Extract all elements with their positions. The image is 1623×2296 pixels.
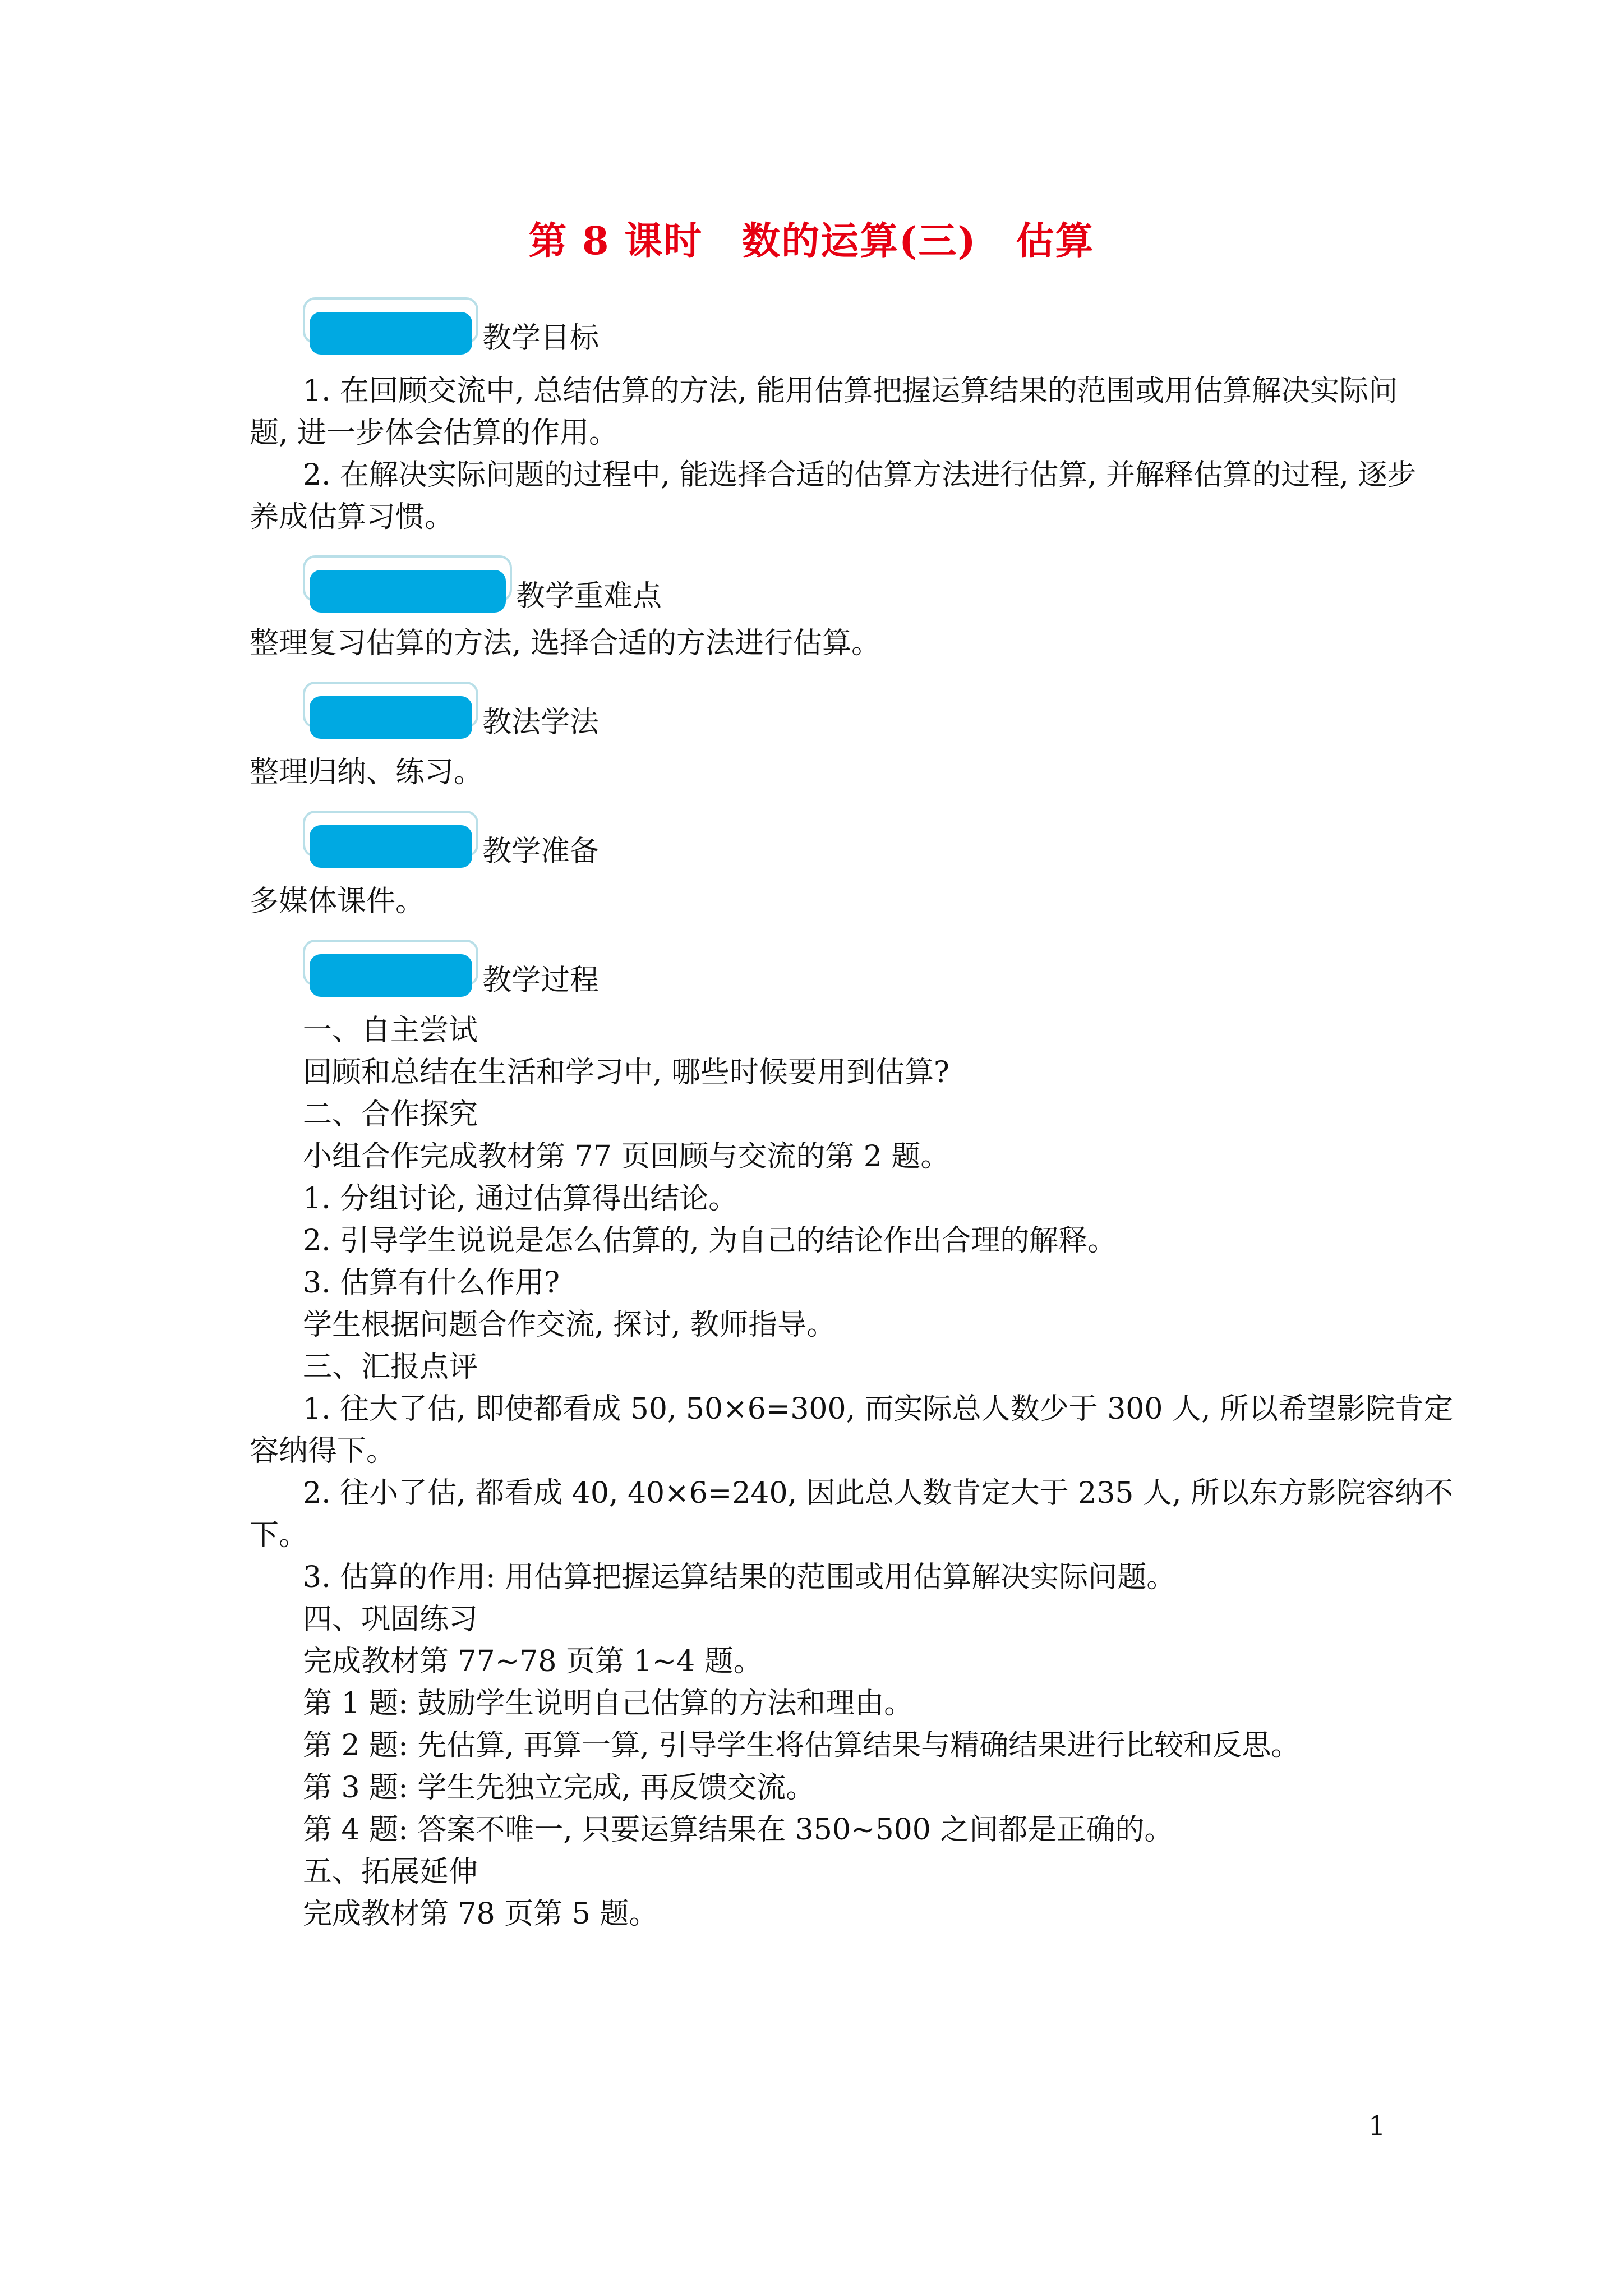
section-heading-goals (303, 292, 599, 359)
paragraph: 回顾和总结在生活和学习中, 哪些时候要用到估算? (303, 1056, 949, 1089)
section-tag-decoration (303, 297, 477, 359)
paragraph: 完成教材第 77~78 页第 1~4 题。 (303, 1645, 763, 1678)
paragraph: 题, 进一步体会估算的作用。 (250, 416, 619, 450)
page-number: 1 (1368, 2110, 1386, 2142)
subheading: 三、汇报点评 (303, 1350, 478, 1384)
paragraph: 1. 分组讨论, 通过估算得出结论。 (303, 1182, 738, 1216)
paragraph: 学生根据问题合作交流, 探讨, 教师指导。 (303, 1308, 836, 1342)
section-heading-methods (303, 676, 599, 743)
page-title: 第 8 课时 数的运算(三) 估算 (528, 219, 1095, 264)
section-label: 教学过程 (482, 964, 600, 997)
paragraph: 第 1 题: 鼓励学生说明自己估算的方法和理由。 (303, 1687, 914, 1720)
subheading: 五、拓展延伸 (303, 1855, 478, 1889)
section-label: 教法学法 (482, 706, 600, 739)
section-heading-preparation (303, 805, 599, 872)
section-label: 教学目标 (482, 321, 600, 355)
section-heading-key-points (303, 550, 662, 617)
paragraph: 多媒体课件。 (250, 885, 425, 918)
paragraph: 第 2 题: 先估算, 再算一算, 引导学生将估算结果与精确结果进行比较和反思。 (303, 1729, 1301, 1763)
paragraph: 2. 在解决实际问题的过程中, 能选择合适的估算方法进行估算, 并解释估算的过程, 逐步 (303, 458, 1417, 492)
subheading: 二、合作探究 (303, 1098, 478, 1131)
subheading: 一、自主尝试 (303, 1014, 478, 1047)
paragraph: 养成估算习惯。 (250, 500, 454, 534)
paragraph: 2. 往小了估, 都看成 40, 40×6=240, 因此总人数肯定大于 235 人, 所以东方影院容纳不 (303, 1476, 1454, 1510)
subheading: 四、巩固练习 (303, 1603, 478, 1636)
paragraph: 2. 引导学生说说是怎么估算的, 为自己的结论作出合理的解释。 (303, 1224, 1117, 1258)
section-label: 教学准备 (482, 835, 600, 868)
paragraph: 1. 在回顾交流中, 总结估算的方法, 能用估算把握运算结果的范围或用估算解决实际问 (303, 374, 1398, 408)
paragraph: 第 3 题: 学生先独立完成, 再反馈交流。 (303, 1771, 815, 1805)
section-tag-decoration (303, 940, 477, 1001)
paragraph: 3. 估算有什么作用? (303, 1266, 560, 1300)
section-label: 教学重难点 (516, 579, 662, 613)
paragraph: 完成教材第 78 页第 5 题。 (303, 1897, 658, 1931)
paragraph: 第 4 题: 答案不唯一, 只要运算结果在 350~500 之间都是正确的。 (303, 1813, 1174, 1847)
paragraph: 3. 估算的作用: 用估算把握运算结果的范围或用估算解决实际问题。 (303, 1561, 1176, 1594)
section-heading-process (303, 934, 599, 1001)
section-tag-decoration (303, 555, 510, 617)
paragraph: 下。 (250, 1519, 308, 1552)
paragraph: 整理归纳、练习。 (250, 756, 483, 789)
paragraph: 整理复习估算的方法, 选择合适的方法进行估算。 (250, 627, 881, 660)
paragraph: 1. 往大了估, 即使都看成 50, 50×6=300, 而实际总人数少于 300 人, 所以希望影院肯定 (303, 1392, 1454, 1426)
paragraph: 小组合作完成教材第 77 页回顾与交流的第 2 题。 (303, 1140, 950, 1174)
paragraph: 容纳得下。 (250, 1434, 396, 1468)
section-tag-decoration (303, 811, 477, 872)
section-tag-decoration (303, 682, 477, 743)
